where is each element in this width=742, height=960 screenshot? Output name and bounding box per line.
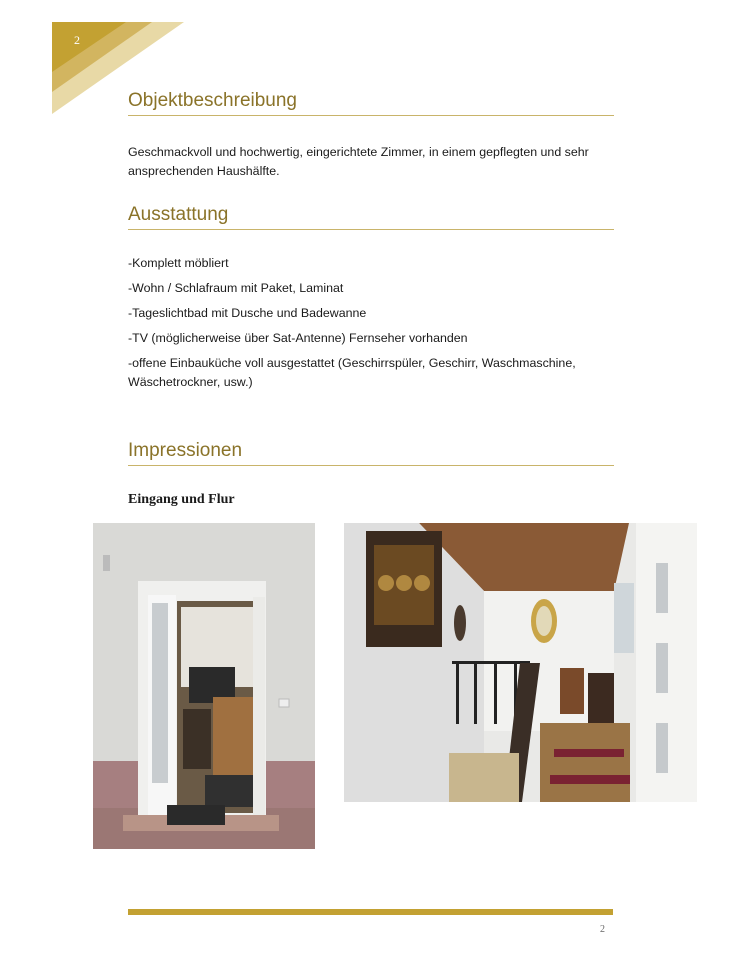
section-title-impressionen: Impressionen bbox=[128, 440, 614, 466]
list-item: -Tageslichtbad mit Dusche und Badewanne bbox=[128, 306, 367, 320]
list-item: -offene Einbauküche voll ausgestattet (Geschirrspüler, Geschirr, Waschmaschine, Wäschetrockner, usw.) bbox=[128, 356, 576, 389]
list-item: -Wohn / Schlafraum mit Paket, Laminat bbox=[128, 281, 344, 295]
corner-page-number: 2 bbox=[74, 33, 80, 47]
list-item: -Komplett möbliert bbox=[128, 256, 229, 270]
footer-bar bbox=[128, 909, 613, 915]
hallway-stairs-photo bbox=[344, 523, 697, 802]
page-number: 2 bbox=[600, 924, 605, 935]
ausstattung-list bbox=[128, 254, 614, 398]
list-item: -TV (möglicherweise über Sat-Antenne) Fernseher vorhanden bbox=[128, 331, 468, 345]
subheading-eingang: Eingang und Flur bbox=[128, 492, 235, 507]
entrance-door-photo bbox=[93, 523, 315, 849]
section-title-ausstattung: Ausstattung bbox=[128, 204, 614, 230]
section-title-objektbeschreibung: Objektbeschreibung bbox=[128, 90, 614, 116]
objekt-description: Geschmackvoll und hochwertig, eingerichtete Zimmer, in einem gepflegten und sehr ansprechenden Haushälfte. bbox=[128, 145, 589, 178]
